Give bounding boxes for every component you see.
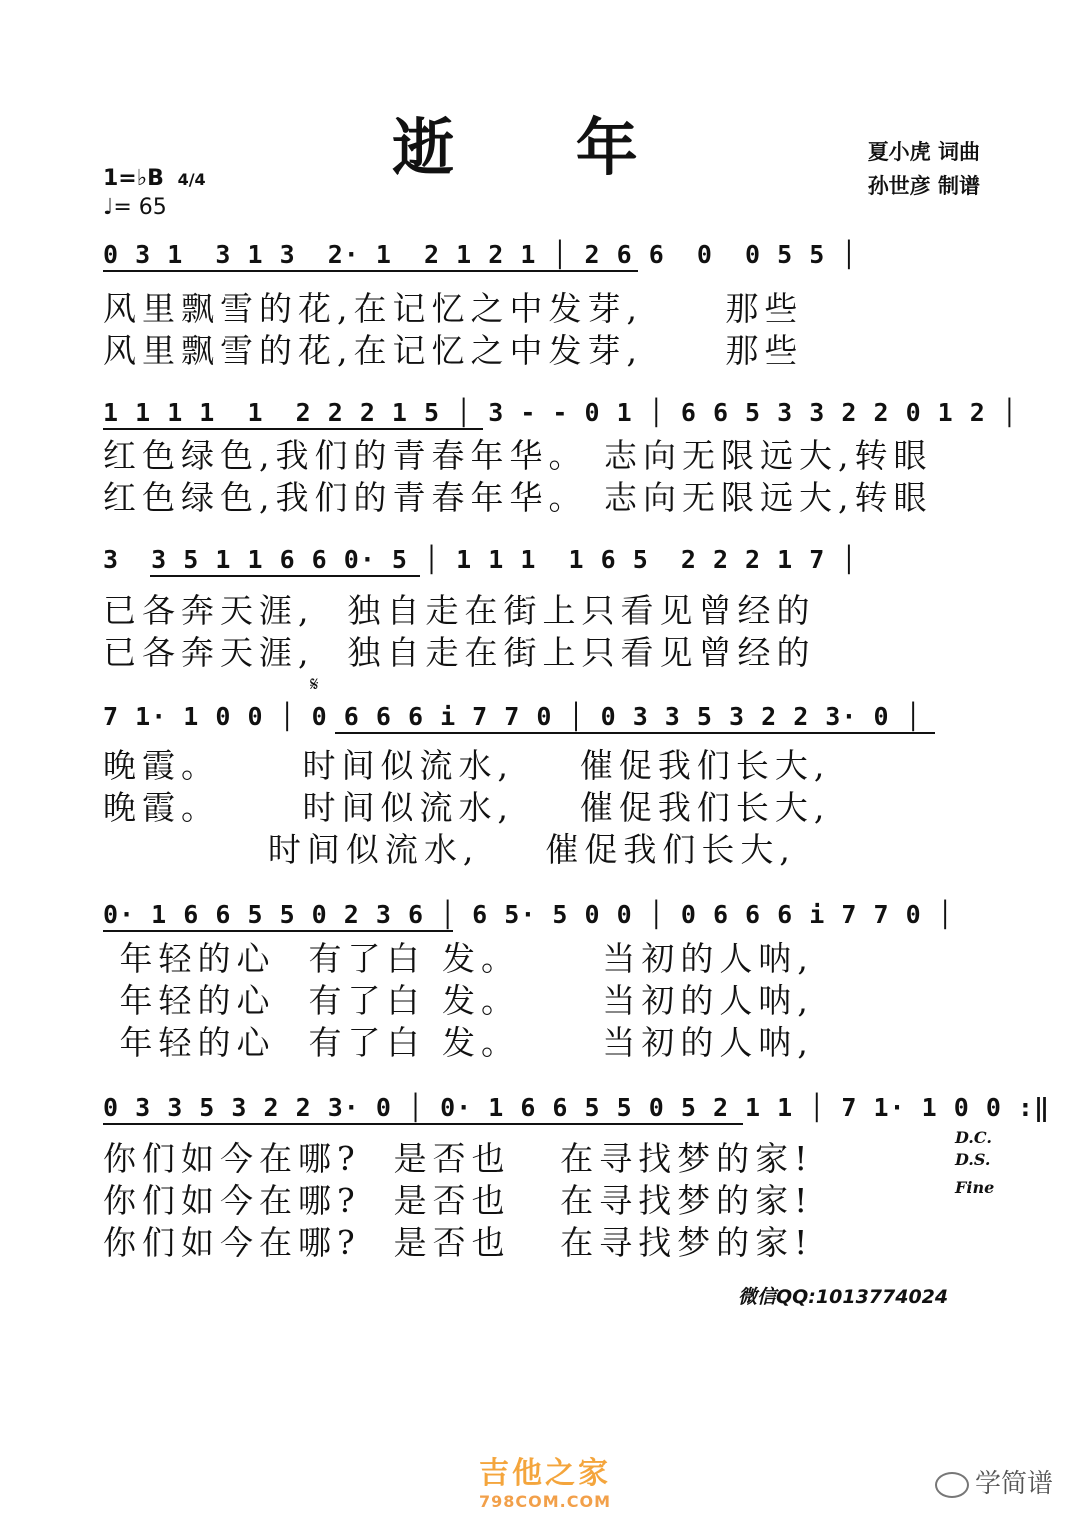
lyrics-line-6a: 你们如今在哪? 是否也 在寻找梦的家! [103, 1139, 814, 1178]
wechat-icon [935, 1472, 969, 1498]
lyrics-line-4c: 时间似流水, 催促我们长大, [103, 830, 796, 869]
lyrics-line-5a: 年轻的心 有了白 发。 当初的人呐, [103, 939, 814, 978]
key-signature [103, 166, 206, 191]
time-signature: 4/4 [177, 170, 206, 189]
ds-mark: D.S. [955, 1150, 991, 1169]
underline-beam [103, 930, 453, 932]
lyrics-line-1a: 风里飘雪的花,在记忆之中发芽, 那些 [103, 289, 804, 328]
lyricist-credit: 夏小虎 词曲 [867, 139, 980, 164]
fine-mark: Fine [955, 1178, 995, 1197]
site-domain: 798COM.COM [478, 1492, 611, 1511]
notes-line-1: 0 3 1 3 1 3 2· 1 2 1 2 1 │ 2 6 6 0 0 5 5 │ [103, 240, 858, 269]
lyrics-line-6b: 你们如今在哪? 是否也 在寻找梦的家! [103, 1181, 814, 1220]
lyrics-line-6c: 你们如今在哪? 是否也 在寻找梦的家! [103, 1223, 814, 1262]
site-watermark [470, 1448, 620, 1511]
lyrics-line-3a: 已各奔天涯, 独自走在街上只看见曾经的 [103, 591, 816, 630]
lyrics-line-4a: 晚霞。 时间似流水, 催促我们长大, [103, 746, 831, 785]
account-name: 学简谱 [975, 1469, 1054, 1499]
underline-beam [103, 270, 638, 272]
contact-info: 微信QQ:1013774024 [738, 1286, 949, 1308]
underline-beam [335, 732, 935, 734]
key: 1=♭B [103, 166, 164, 191]
notes-line-6: 0 3 3 5 3 2 2 3· 0 │ 0· 1 6 6 5 5 0 5 2 1 1 │ 7 1· 1 0 0 :‖ [103, 1093, 1051, 1122]
arranger-credit: 孙世彦 制谱 [867, 173, 980, 198]
wechat-watermark [935, 1463, 1053, 1500]
notes-line-5: 0· 1 6 6 5 5 0 2 3 6 │ 6 5· 5 0 0 │ 0 6 6 6 i 7 7 0 │ [103, 900, 954, 929]
lyrics-line-3b: 已各奔天涯, 独自走在街上只看见曾经的 [103, 633, 816, 672]
segno-icon: 𝄋 [310, 672, 319, 696]
lyrics-line-2b: 红色绿色,我们的青春年华。 志向无限远大,转眼 [103, 478, 933, 517]
song-title: 逝 年 [392, 111, 688, 184]
tempo-marking: ♩= 65 [103, 195, 167, 220]
lyrics-line-1b: 风里飘雪的花,在记忆之中发芽, 那些 [103, 331, 804, 370]
lyrics-line-2a: 红色绿色,我们的青春年华。 志向无限远大,转眼 [103, 436, 933, 475]
lyrics-line-5b: 年轻的心 有了白 发。 当初的人呐, [103, 981, 814, 1020]
lyrics-line-5c: 年轻的心 有了白 发。 当初的人呐, [103, 1023, 814, 1062]
notes-line-3: 3 3 5 1 1 6 6 0· 5 │ 1 1 1 1 6 5 2 2 2 1 7 │ [103, 545, 858, 574]
underline-beam [150, 575, 420, 577]
notes-line-2: 1 1 1 1 1 2 2 2 1 5 │ 3 - - 0 1 │ 6 6 5 3 3 2 2 0 1 2 │ [103, 398, 1018, 427]
notes-line-4: 7 1· 1 0 0 │ 0 6 6 6 i 7 7 0 │ 0 3 3 5 3 2 2 3· 0 │ [103, 702, 922, 731]
site-name: 吉他之家 [479, 1456, 611, 1491]
underline-beam [103, 1123, 743, 1125]
lyrics-line-4b: 晚霞。 时间似流水, 催促我们长大, [103, 788, 831, 827]
dc-mark: D.C. [955, 1128, 992, 1147]
